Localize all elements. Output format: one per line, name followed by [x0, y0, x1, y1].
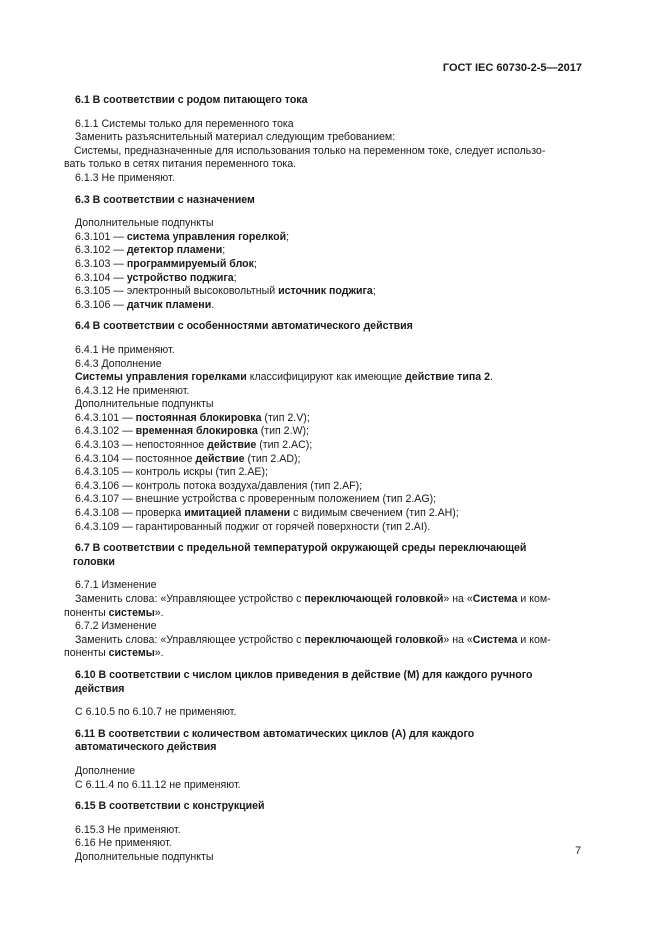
paragraph: 6.15.3 Не применяют. [75, 823, 181, 836]
list-item: 6.4.3.104 — постоянное действие (тип 2.AD); [75, 452, 301, 465]
section-6-4-title: 6.4 В соответствии с особенностями автоматического действия [75, 320, 413, 333]
list-item: 6.4.3.105 — контроль искры (тип 2.AE); [75, 466, 268, 479]
section-6-10-title: 6.10 В соответствии с числом циклов приведения в действие (M) для каждого ручного действия [75, 668, 533, 695]
section-6-11-title: 6.11 В соответствии с количеством автоматических циклов (A) для каждого автоматического действия [75, 727, 475, 754]
paragraph: 6.7.1 Изменение [75, 579, 157, 592]
paragraph-continuation: вать только в сетях питания переменного тока. [64, 158, 297, 171]
list-item: 6.4.3.108 — проверка имитацией пламени с видимым свечением (тип 2.AH); [75, 507, 459, 520]
list-item: 6.3.106 — датчик пламени. [75, 298, 215, 311]
paragraph: Заменить разъяснительный материал следующим требованием: [75, 131, 396, 144]
paragraph-continuation: поненты системы». [64, 647, 164, 660]
paragraph: С 6.10.5 по 6.10.7 не применяют. [75, 706, 237, 719]
paragraph: Дополнительные подпункты [75, 217, 214, 230]
paragraph: Дополнительные подпункты [75, 398, 214, 411]
paragraph: 6.4.3 Дополнение [75, 357, 162, 370]
paragraph: 6.1.3 Не применяют. [75, 171, 175, 184]
paragraph-continuation: поненты системы». [64, 606, 164, 619]
list-item: 6.3.101 — система управления горелкой; [75, 230, 290, 243]
list-item: 6.3.103 — программируемый блок; [75, 257, 257, 270]
section-6-15-title: 6.15 В соответствии с конструкцией [75, 800, 265, 813]
section-6-7-title: 6.7 В соответствии с предельной температурой окружающей среды переключающей головки [73, 542, 527, 568]
document-standard-header: ГОСТ IEC 60730-2-5—2017 [442, 62, 582, 74]
paragraph: С 6.11.4 по 6.11.12 не применяют. [75, 778, 241, 791]
list-item: 6.4.3.106 — контроль потока воздуха/давления (тип 2.AF); [75, 479, 363, 492]
paragraph: Системы, предназначенные для использования только на переменном токе, следует использо- [74, 144, 546, 157]
list-item: 6.4.3.107 — внешние устройства с проверенным положением (тип 2.AG); [75, 493, 437, 506]
paragraph: Заменить слова: «Управляющее устройство с переключающей головкой» на «Система и ком- [75, 633, 551, 646]
list-item: 6.3.102 — детектор пламени; [75, 244, 226, 257]
paragraph: 6.16 Не применяют. [75, 837, 172, 850]
list-item: 6.4.3.101 — постоянная блокировка (тип 2.V); [75, 411, 310, 424]
list-item: 6.4.3.109 — гарантированный поджиг от горячей поверхности (тип 2.AI). [75, 520, 431, 533]
section-6-3-title: 6.3 В соответствии с назначением [75, 193, 255, 206]
list-item: 6.3.105 — электронный высоковольтный источник поджига; [75, 285, 376, 298]
paragraph: 6.4.3.12 Не применяют. [75, 384, 190, 397]
page-number: 7 [575, 845, 581, 857]
section-6-1-title: 6.1 В соответствии с родом питающего тока [75, 94, 308, 106]
paragraph: Заменить слова: «Управляющее устройство с переключающей головкой» на «Система и ком- [75, 593, 551, 605]
list-item: 6.4.3.103 — непостоянное действие (тип 2.AC); [75, 439, 313, 452]
paragraph: Дополнительные подпункты [75, 850, 214, 863]
list-item: 6.3.104 — устройство поджига; [75, 271, 237, 284]
paragraph: 6.1.1 Системы только для переменного тока [75, 117, 294, 130]
paragraph: 6.4.1 Не применяют. [75, 343, 175, 356]
document-body [64, 94, 583, 865]
list-item: 6.4.3.102 — временная блокировка (тип 2.W); [75, 425, 309, 438]
paragraph: 6.7.2 Изменение [75, 620, 157, 633]
paragraph: Дополнение [75, 764, 136, 777]
paragraph: Системы управления горелками классифицируют как имеющие действие типа 2. [75, 371, 493, 384]
